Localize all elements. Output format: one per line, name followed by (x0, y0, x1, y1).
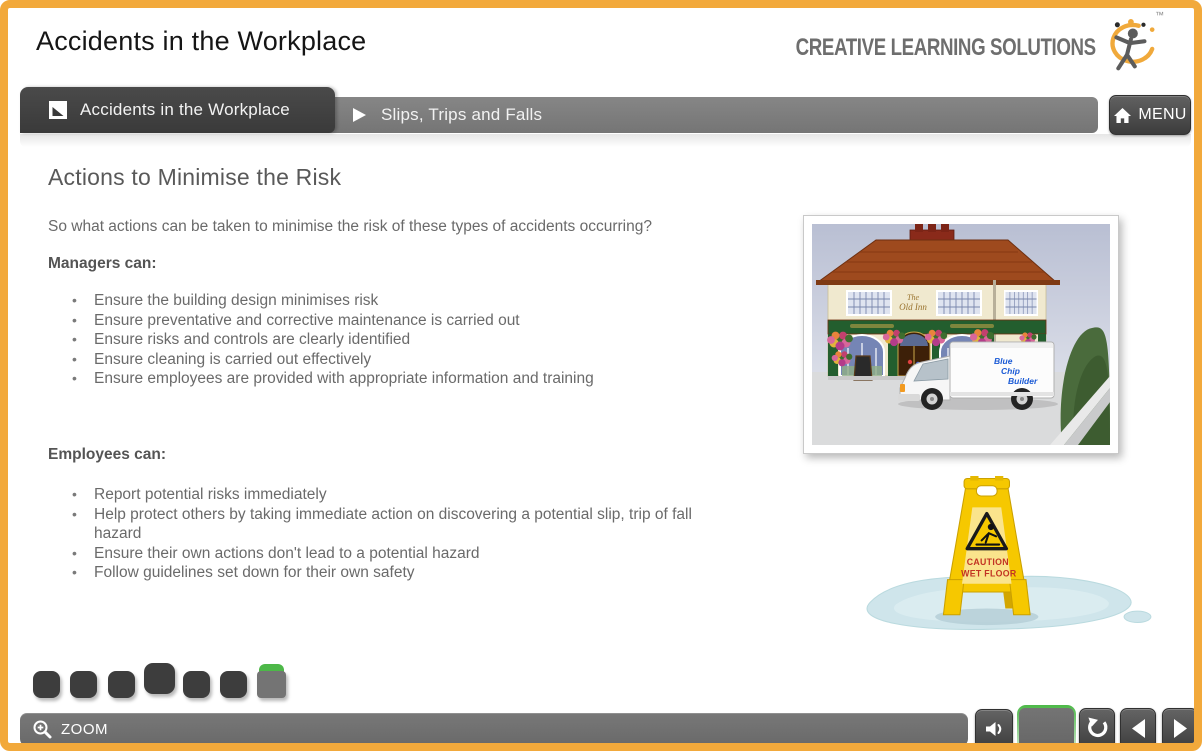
audio-button[interactable] (975, 709, 1013, 749)
replay-icon (1086, 717, 1109, 740)
trademark-symbol: ™ (1155, 10, 1164, 20)
menu-button-label: MENU (1138, 106, 1187, 123)
pub-sign-line2: Old Inn (899, 302, 927, 312)
home-icon (1113, 107, 1132, 124)
list-item: • Ensure the building design minimises risk (72, 291, 730, 311)
speaker-icon (984, 720, 1004, 738)
progress-dot-5[interactable] (183, 671, 210, 698)
list-item: • Ensure preventative and corrective maintenance is carried out (72, 311, 730, 331)
page-title: Accidents in the Workplace (36, 26, 367, 56)
screen-icon (48, 100, 68, 120)
company-logo (711, 18, 1158, 78)
course-tab-label: Accidents in the Workplace (80, 100, 290, 119)
list-item: • Ensure employees are provided with appropriate information and training (72, 369, 730, 389)
magnifier-plus-icon (32, 719, 53, 740)
van-sign-line2: Chip (1001, 366, 1020, 376)
zoom-button-label: ZOOM (61, 721, 108, 738)
seek-button[interactable] (1019, 708, 1074, 749)
lesson-title: Slips, Trips and Falls (381, 105, 543, 124)
progress-dot-1[interactable] (33, 671, 60, 698)
course-tab[interactable] (20, 87, 335, 133)
menu-button[interactable] (1109, 95, 1191, 135)
list-item: • Ensure their own actions don't lead to a potential hazard (72, 544, 730, 564)
logo-text: CREATIVE LEARNING SOLUTIONS (795, 34, 1096, 61)
nav-reflection (20, 134, 1191, 147)
pub-scene-image (812, 224, 1110, 445)
employees-label: Employees can: (48, 445, 167, 463)
leaping-figure-logo-icon (1098, 19, 1158, 77)
list-item: • Ensure risks and controls are clearly identified (72, 330, 730, 350)
slide-heading: Actions to Minimise the Risk (48, 164, 342, 190)
pub-sign-line1: The (907, 293, 919, 302)
progress-dot-6[interactable] (220, 671, 247, 698)
progress-dot-4[interactable] (144, 663, 175, 694)
intro-text: So what actions can be taken to minimise the risk of these types of accidents occurring? (48, 218, 652, 235)
progress-dot-2[interactable] (70, 671, 97, 698)
van-sign-line1: Blue (994, 356, 1013, 366)
progress-dot-7[interactable] (257, 671, 286, 698)
caution-sign-line1: CAUTION (966, 557, 1009, 568)
van-sign-line3: Builder (1008, 376, 1038, 386)
list-item: • Follow guidelines set down for their own safety (72, 563, 730, 583)
right-arrow-icon (1173, 719, 1188, 738)
left-arrow-icon (1131, 719, 1146, 738)
previous-button[interactable] (1120, 708, 1156, 749)
wet-floor-sign-illustration (834, 476, 1154, 642)
seek-highlight (1017, 705, 1076, 751)
zoom-button[interactable] (20, 713, 968, 746)
list-item: • Ensure cleaning is carried out effectively (72, 350, 730, 370)
managers-bullet-list (72, 291, 730, 389)
progress-dot-3[interactable] (108, 671, 135, 698)
employees-bullet-list (72, 485, 730, 583)
pub-building-illustration (803, 215, 1119, 454)
play-icon (353, 108, 366, 122)
list-item: • Help protect others by taking immediate action on discovering a potential slip, trip of fall hazard (72, 505, 730, 544)
managers-label: Managers can: (48, 255, 157, 272)
replay-button[interactable] (1079, 708, 1115, 749)
caution-sign-line2: WET FLOOR (961, 568, 1017, 579)
next-button[interactable] (1162, 708, 1198, 749)
list-item: • Report potential risks immediately (72, 485, 730, 505)
slide-content (48, 164, 768, 583)
